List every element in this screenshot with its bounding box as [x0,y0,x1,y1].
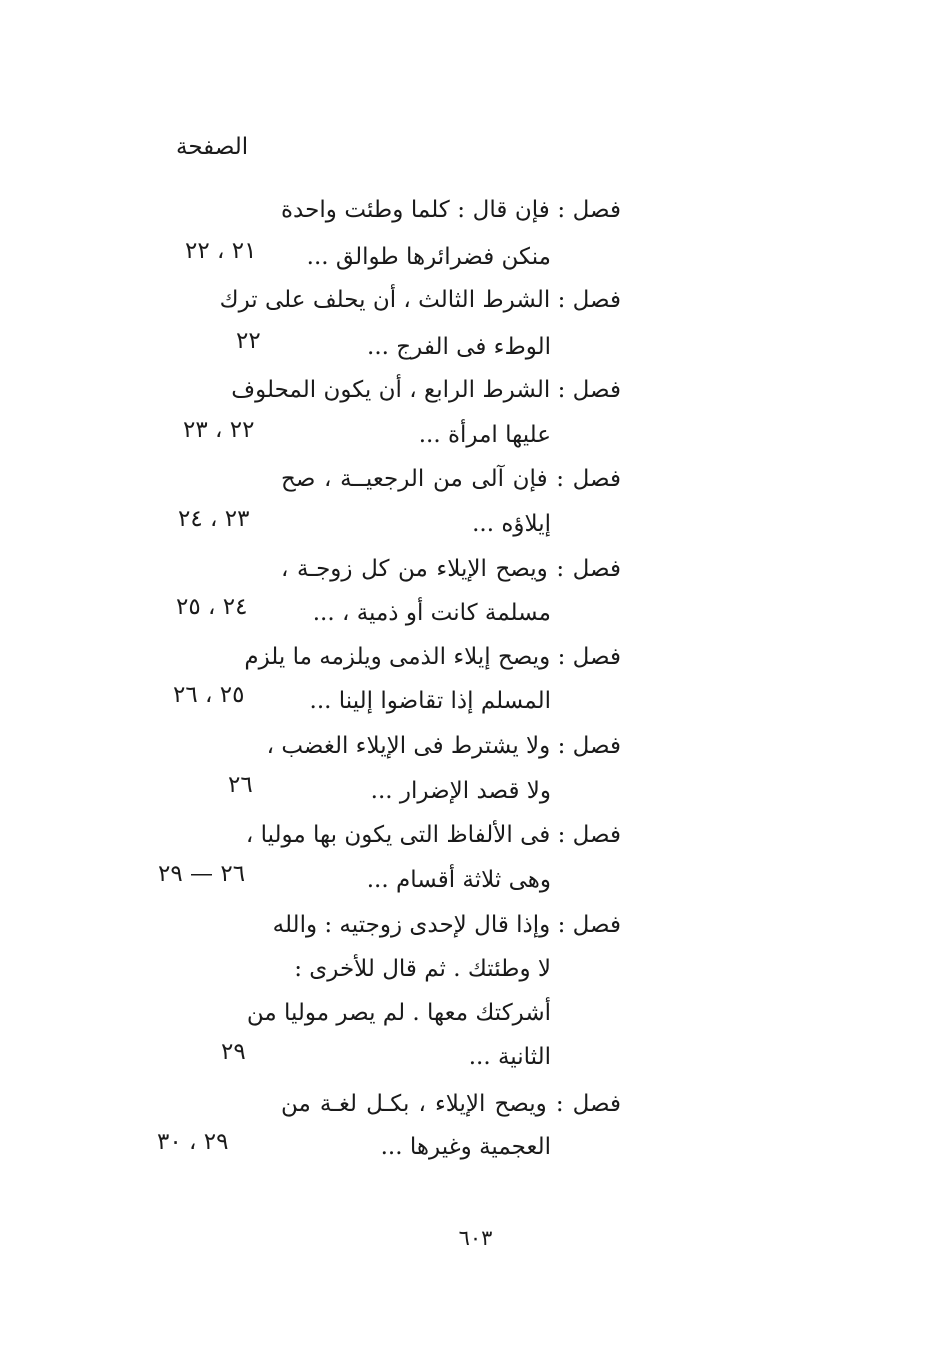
entry-page-ref: ٢٢ [236,328,261,354]
entry-title-line: فصل : ويصح الإيلاء ، بكـل لغـة من [281,1091,621,1117]
entry-continuation-line: ولا قصد الإضرار ... [370,778,551,804]
entry-title-line: فصل : ويصح الإيلاء من كل زوجـة ، [281,556,621,582]
entry-title-line: فصل : الشرط الرابع ، أن يكون المحلوف [231,377,621,403]
entry-page-ref: ٢٩ [221,1039,246,1065]
entry-continuation-line: إيلاؤه ... [472,511,551,537]
entry-continuation-line: منكن فضرائرها طوالق ... [306,244,551,270]
entry-page-ref: ٢٣ ، ٢٤ [178,506,250,532]
entry-continuation-line: مسلمة كانت أو ذمية ، ... [312,600,551,626]
entry-continuation-line: العجمية وغيرها ... [380,1134,551,1160]
entry-title-line: فصل : وإذا قال لإحدى زوجتيه : والله [272,912,621,938]
entry-title-line: فصل : فإن آلى من الرجعيــة ، صح [281,466,621,492]
entry-continuation-line: المسلم إذا تقاضوا إلينا ... [309,688,551,714]
entry-title-line: فصل : ويصح إيلاء الذمى ويلزمه ما يلزم [244,644,621,670]
entry-continuation-line: وهى ثلاثة أقسام ... [366,867,551,893]
page-column-header: الصفحة [176,134,249,160]
entry-page-ref: ٢٦ — ٢٩ [158,861,246,887]
entry-page-ref: ٢١ ، ٢٢ [185,238,257,264]
entry-page-ref: ٢٥ ، ٢٦ [173,682,245,708]
entry-title-line: فصل : ولا يشترط فى الإيلاء الغضب ، [266,733,621,759]
entry-title-line: فصل : فى الألفاظ التى يكون بها موليا ، [245,822,621,848]
entry-continuation-line: لا وطئتك . ثم قال للأخرى : [294,956,551,982]
entry-continuation-line: الثانية ... [468,1044,551,1070]
entry-title-line: فصل : الشرط الثالث ، أن يحلف على ترك [219,287,621,313]
entry-continuation-line: عليها امرأة ... [418,422,551,448]
page-number: ٦٠٣ [458,1226,493,1250]
entry-page-ref: ٢٢ ، ٢٣ [183,417,255,443]
entry-continuation-line: الوطء فى الفرج ... [367,334,551,360]
entry-page-ref: ٢٦ [228,772,253,798]
entry-page-ref: ٢٩ ، ٣٠ [157,1129,229,1155]
entry-title-line: فصل : فإن قال : كلما وطئت واحدة [281,197,621,223]
entry-continuation-line: أشركتك معها . لم يصر موليا من [246,1000,551,1026]
entry-page-ref: ٢٤ ، ٢٥ [176,594,248,620]
